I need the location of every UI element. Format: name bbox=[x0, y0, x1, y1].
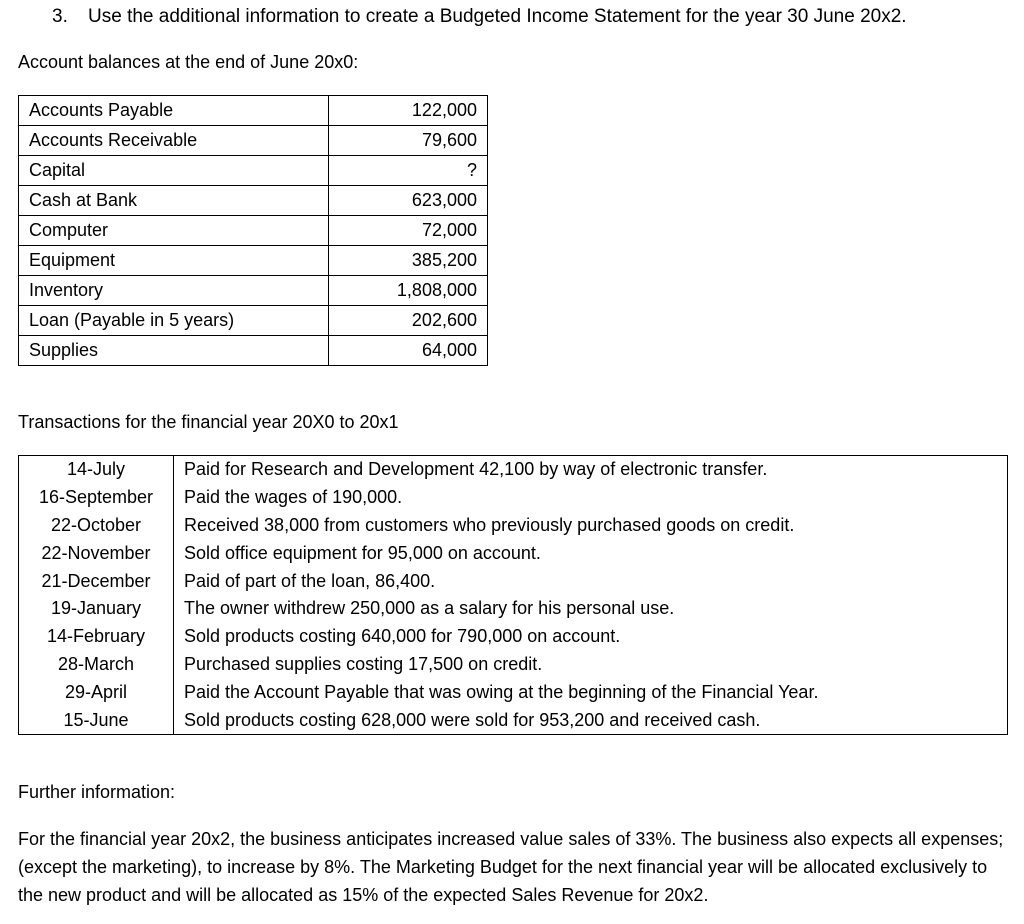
question-line bbox=[52, 6, 907, 28]
transaction-date: 22-November bbox=[19, 539, 174, 567]
account-amount: 623,000 bbox=[329, 186, 488, 216]
transaction-description: Purchased supplies costing 17,500 on credit. bbox=[174, 651, 1008, 679]
transaction-description: Paid of part of the loan, 86,400. bbox=[174, 567, 1008, 595]
transactions-table bbox=[18, 455, 1008, 735]
account-amount: 72,000 bbox=[329, 216, 488, 246]
table-row bbox=[19, 246, 488, 276]
table-row bbox=[19, 678, 1008, 706]
account-name: Inventory bbox=[19, 276, 329, 306]
transaction-date: 22-October bbox=[19, 512, 174, 540]
transaction-date: 14-July bbox=[19, 456, 174, 484]
account-amount: 1,808,000 bbox=[329, 276, 488, 306]
transaction-date: 14-February bbox=[19, 623, 174, 651]
transaction-description: The owner withdrew 250,000 as a salary for his personal use. bbox=[174, 595, 1008, 623]
table-row bbox=[19, 276, 488, 306]
transaction-date: 21-December bbox=[19, 567, 174, 595]
account-name: Supplies bbox=[19, 336, 329, 366]
account-name: Capital bbox=[19, 156, 329, 186]
transaction-description: Sold products costing 640,000 for 790,000 on account. bbox=[174, 623, 1008, 651]
table-row bbox=[19, 306, 488, 336]
balances-heading: Account balances at the end of June 20x0: bbox=[18, 52, 359, 72]
transaction-description: Sold office equipment for 95,000 on account. bbox=[174, 539, 1008, 567]
table-row bbox=[19, 336, 488, 366]
account-name: Accounts Receivable bbox=[19, 126, 329, 156]
transaction-date: 19-January bbox=[19, 595, 174, 623]
table-row bbox=[19, 216, 488, 246]
table-row bbox=[19, 512, 1008, 540]
account-amount: 202,600 bbox=[329, 306, 488, 336]
table-row bbox=[19, 484, 1008, 512]
account-amount: 64,000 bbox=[329, 336, 488, 366]
account-amount: 79,600 bbox=[329, 126, 488, 156]
account-name: Equipment bbox=[19, 246, 329, 276]
account-balances-table bbox=[18, 95, 488, 366]
account-amount: 122,000 bbox=[329, 96, 488, 126]
account-name: Accounts Payable bbox=[19, 96, 329, 126]
table-row bbox=[19, 186, 488, 216]
account-amount: ? bbox=[329, 156, 488, 186]
transactions-heading: Transactions for the financial year 20X0 to 20x1 bbox=[18, 412, 399, 432]
further-information-heading: Further information: bbox=[18, 782, 176, 802]
table-row bbox=[19, 651, 1008, 679]
transaction-date: 28-March bbox=[19, 651, 174, 679]
table-row bbox=[19, 539, 1008, 567]
further-information-text: For the financial year 20x2, the business anticipates increased value sales of 33%. The business also expects all expenses; (except the marketing), to increase by 8%. The Marketing Budget for the next financial year will be allocated exclusively to the new product and will be allocated as 15% of the expected Sales Revenue for 20x2. bbox=[18, 829, 1004, 905]
transaction-description: Paid for Research and Development 42,100 by way of electronic transfer. bbox=[174, 456, 1008, 484]
account-name: Cash at Bank bbox=[19, 186, 329, 216]
table-row bbox=[19, 595, 1008, 623]
transaction-date: 16-September bbox=[19, 484, 174, 512]
table-row bbox=[19, 126, 488, 156]
table-row bbox=[19, 156, 488, 186]
transaction-description: Paid the wages of 190,000. bbox=[174, 484, 1008, 512]
table-row bbox=[19, 96, 488, 126]
transaction-description: Received 38,000 from customers who previously purchased goods on credit. bbox=[174, 512, 1008, 540]
table-row bbox=[19, 567, 1008, 595]
transaction-date: 15-June bbox=[19, 706, 174, 734]
account-name: Computer bbox=[19, 216, 329, 246]
table-row bbox=[19, 623, 1008, 651]
table-row bbox=[19, 456, 1008, 484]
account-amount: 385,200 bbox=[329, 246, 488, 276]
question-text: Use the additional information to create a Budgeted Income Statement for the year 30 June 20x2. bbox=[88, 6, 907, 27]
transaction-description: Sold products costing 628,000 were sold for 953,200 and received cash. bbox=[174, 706, 1008, 734]
transaction-date: 29-April bbox=[19, 678, 174, 706]
account-name: Loan (Payable in 5 years) bbox=[19, 306, 329, 336]
transaction-description: Paid the Account Payable that was owing at the beginning of the Financial Year. bbox=[174, 678, 1008, 706]
question-number: 3. bbox=[52, 6, 68, 27]
table-row bbox=[19, 706, 1008, 734]
